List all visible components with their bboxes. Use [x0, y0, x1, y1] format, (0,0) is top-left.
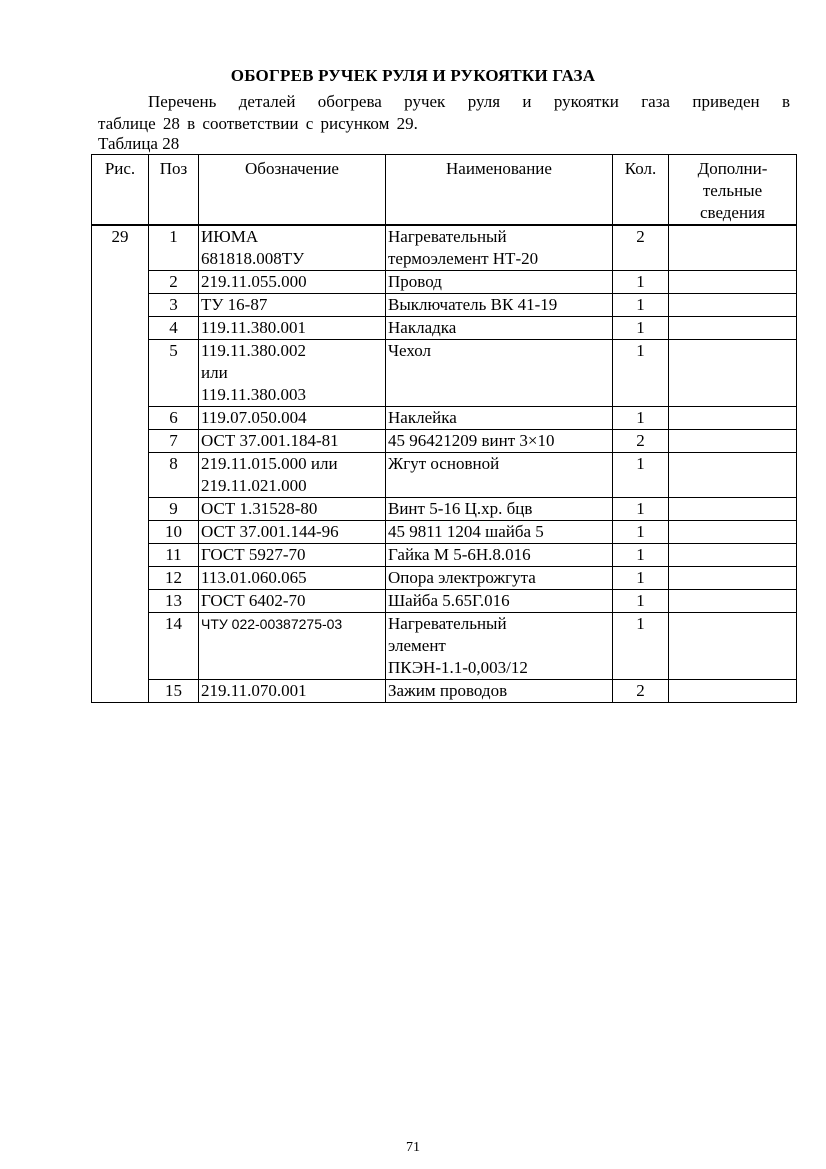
name-cell: Шайба 5.65Г.016	[386, 590, 613, 613]
table-row	[92, 294, 797, 317]
pos-cell: 4	[149, 317, 199, 340]
qty-cell: 2	[613, 680, 669, 703]
pos-cell: 9	[149, 498, 199, 521]
extra-cell	[669, 225, 797, 271]
name-cell	[386, 613, 613, 680]
name-cell: Наклейка	[386, 407, 613, 430]
page-number: 71	[406, 1140, 420, 1155]
figure-number: 29	[92, 225, 149, 703]
name-cell: Жгут основной	[386, 453, 613, 498]
extra-cell	[669, 544, 797, 567]
qty-cell: 1	[613, 498, 669, 521]
pos-cell: 7	[149, 430, 199, 453]
pos-cell: 8	[149, 453, 199, 498]
name-cell: 45 9811 1204 шайба 5	[386, 521, 613, 544]
table-row	[92, 407, 797, 430]
header-extra-line2: тельные	[702, 181, 763, 200]
intro-text-line2: таблице 28 в соответствии с рисунком 29.	[98, 114, 418, 133]
qty-cell: 1	[613, 521, 669, 544]
pos-cell: 5	[149, 340, 199, 407]
extra-cell	[669, 317, 797, 340]
name-line2: термоэлемент НТ-20	[388, 249, 539, 268]
table-row	[92, 567, 797, 590]
qty-cell: 1	[613, 294, 669, 317]
designation-cell: ТУ 16-87	[199, 294, 386, 317]
extra-cell	[669, 567, 797, 590]
pos-cell: 14	[149, 613, 199, 680]
qty-cell: 2	[613, 430, 669, 453]
header-extra	[669, 155, 797, 226]
table-caption: Таблица 28	[98, 134, 180, 153]
extra-cell	[669, 294, 797, 317]
pos-cell: 13	[149, 590, 199, 613]
qty-cell: 1	[613, 590, 669, 613]
designation-line2: или	[201, 363, 228, 382]
pos-cell: 12	[149, 567, 199, 590]
designation-cell: ГОСТ 6402-70	[199, 590, 386, 613]
qty-cell: 1	[613, 544, 669, 567]
designation-cell: ОСТ 37.001.144-96	[199, 521, 386, 544]
qty-cell: 1	[613, 453, 669, 498]
pos-cell: 11	[149, 544, 199, 567]
qty-cell: 1	[613, 613, 669, 680]
name-cell: Зажим проводов	[386, 680, 613, 703]
pos-cell: 6	[149, 407, 199, 430]
name-cell: Винт 5-16 Ц.хр. бцв	[386, 498, 613, 521]
header-designation: Обозначение	[199, 155, 386, 226]
header-extra-line3: сведения	[699, 203, 765, 222]
table-row	[92, 430, 797, 453]
designation-line2: 219.11.021.000	[201, 476, 307, 495]
extra-cell	[669, 498, 797, 521]
header-extra-line1: Дополни-	[697, 159, 768, 178]
extra-cell	[669, 271, 797, 294]
table-row	[92, 225, 797, 271]
pos-cell: 10	[149, 521, 199, 544]
table-row	[92, 453, 797, 498]
designation-line3: 119.11.380.003	[201, 385, 306, 404]
table-row	[92, 590, 797, 613]
name-cell: Накладка	[386, 317, 613, 340]
designation-cell: ЧТУ 022-00387275-03	[199, 613, 386, 680]
name-cell: Выключатель ВК 41-19	[386, 294, 613, 317]
name-line2: элемент	[388, 636, 446, 655]
extra-cell	[669, 590, 797, 613]
pos-cell: 1	[149, 225, 199, 271]
table-header-row	[92, 155, 797, 226]
parts-table	[91, 154, 797, 703]
table-row	[92, 521, 797, 544]
designation-cell: ОСТ 37.001.184-81	[199, 430, 386, 453]
designation-line1: ИЮМА	[201, 227, 259, 246]
qty-cell: 2	[613, 225, 669, 271]
extra-cell	[669, 453, 797, 498]
designation-line1: 119.11.380.002	[201, 341, 306, 360]
table-row	[92, 544, 797, 567]
name-cell: Гайка М 5-6Н.8.016	[386, 544, 613, 567]
designation-cell: 113.01.060.065	[199, 567, 386, 590]
table-row	[92, 498, 797, 521]
extra-cell	[669, 613, 797, 680]
designation-cell	[199, 340, 386, 407]
page-title: ОБОГРЕВ РУЧЕК РУЛЯ И РУКОЯТКИ ГАЗА	[230, 66, 596, 85]
qty-cell: 1	[613, 407, 669, 430]
pos-cell: 3	[149, 294, 199, 317]
designation-cell: ОСТ 1.31528-80	[199, 498, 386, 521]
header-qty: Кол.	[613, 155, 669, 226]
designation-cell: 119.07.050.004	[199, 407, 386, 430]
name-line1: Нагревательный	[388, 227, 507, 246]
intro-text-line1: Перечень деталей обогрева ручек руля и рукоятки газа приведен в	[148, 92, 790, 111]
designation-cell	[199, 453, 386, 498]
designation-cell: 119.11.380.001	[199, 317, 386, 340]
extra-cell	[669, 521, 797, 544]
qty-cell: 1	[613, 340, 669, 407]
header-name: Наименование	[386, 155, 613, 226]
name-cell: 45 96421209 винт 3×10	[386, 430, 613, 453]
designation-line1: 219.11.015.000 или	[201, 454, 338, 473]
table-row	[92, 680, 797, 703]
name-cell: Провод	[386, 271, 613, 294]
designation-cell	[199, 225, 386, 271]
table-row	[92, 271, 797, 294]
table-row	[92, 317, 797, 340]
table-row	[92, 613, 797, 680]
name-line1: Нагревательный	[388, 614, 507, 633]
designation-line2: 681818.008ТУ	[201, 249, 305, 268]
name-cell: Опора электрожгута	[386, 567, 613, 590]
header-pos: Поз	[149, 155, 199, 226]
table-row	[92, 340, 797, 407]
designation-cell: 219.11.055.000	[199, 271, 386, 294]
designation-cell: 219.11.070.001	[199, 680, 386, 703]
pos-cell: 15	[149, 680, 199, 703]
name-cell: Чехол	[386, 340, 613, 407]
pos-cell: 2	[149, 271, 199, 294]
extra-cell	[669, 407, 797, 430]
extra-cell	[669, 680, 797, 703]
extra-cell	[669, 430, 797, 453]
name-line3: ПКЭН-1.1-0,003/12	[388, 658, 528, 677]
extra-cell	[669, 340, 797, 407]
name-cell	[386, 225, 613, 271]
designation-cell: ГОСТ 5927-70	[199, 544, 386, 567]
qty-cell: 1	[613, 567, 669, 590]
qty-cell: 1	[613, 317, 669, 340]
header-fig: Рис.	[92, 155, 149, 226]
qty-cell: 1	[613, 271, 669, 294]
